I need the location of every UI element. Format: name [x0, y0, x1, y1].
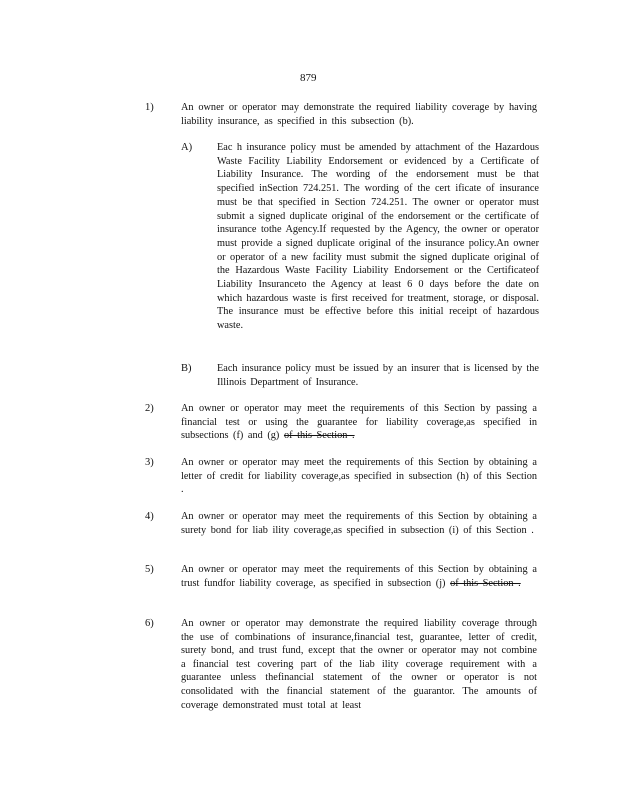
item-text-wrapper: [181, 563, 537, 590]
struck-text: of this Section .: [283, 430, 355, 442]
item-label: 1): [145, 102, 154, 113]
item-label: 2): [145, 403, 154, 414]
sub-item-label: B): [181, 363, 192, 374]
item-text: An owner or operator may meet the requirements of this Section by obtaining a letter of credit for liability coverage,as specified in subsection (h) of this Section .: [181, 457, 537, 496]
sub-item-text: Each insurance policy must be issued by an insurer that is licensed by the Illinois Department of Insurance.: [217, 363, 539, 388]
item-text: An owner or operator may demonstrate the required liability coverage by having liability insurance, as specified in this subsection (b).: [181, 102, 537, 127]
item-label: 4): [145, 511, 154, 522]
item-text: An owner or operator may demonstrate the required liability coverage through the use of combinations of insurance,financial test, guarantee, letter of credit, surety bond, and trust fund, except that the owner or operator may not combine a financial test covering part of the liab ility coverage requirement with a guarantee unless thefinancial statement of the owner or operator is not consolidated with the financial statement of the guarantor. The amounts of coverage demonstrated must total at least: [181, 618, 537, 711]
item-label: 5): [145, 564, 154, 575]
item-text: An owner or operator may meet the requirements of this Section by obtaining a surety bond for liab ility coverage,as specified in subsection (i) of this Section .: [181, 511, 537, 536]
item-text-wrapper: [181, 402, 537, 443]
item-label: 3): [145, 457, 154, 468]
page-number: 879: [300, 72, 317, 84]
item-text: An owner or operator may meet the requirements of this Section by obtaining a trust fundfor liability coverage, as specified in subsection (j): [181, 564, 537, 589]
struck-text: of this Section .: [450, 577, 521, 589]
sub-item-text: Eac h insurance policy must be amended by attachment of the Hazardous Waste Facility Liability Endorsement or evidenced by a Certificate of Liability Insurance. The wording of the endorsement must be that specified inSection 724.251. The wording of the cert ificate of insurance must be that specified in Section 724.251. The owner or operator must submit a signed duplicate original of the endorsement or the certificate of insurance tothe Agency.If requested by the Agency, the owner or operator must provide a signed duplicate original of the insurance policy.An owner or operator of a new facility must submit the signed duplicate original of the Hazardous Waste Facility Liability Endorsement or the Certificateof Liability Insuranceto the Agency at least 6 0 days before the date on which hazardous waste is first received for treatment, storage, or disposal. The insurance must be effective before this initial receipt of hazardous waste.: [217, 142, 539, 332]
sub-item-label: A): [181, 142, 193, 153]
item-label: 6): [145, 618, 154, 629]
item-text: An owner or operator may meet the requirements of this Section by passing a financial test or using the guarantee for liability coverage,as specified in subsections (f) and (g): [181, 403, 537, 442]
